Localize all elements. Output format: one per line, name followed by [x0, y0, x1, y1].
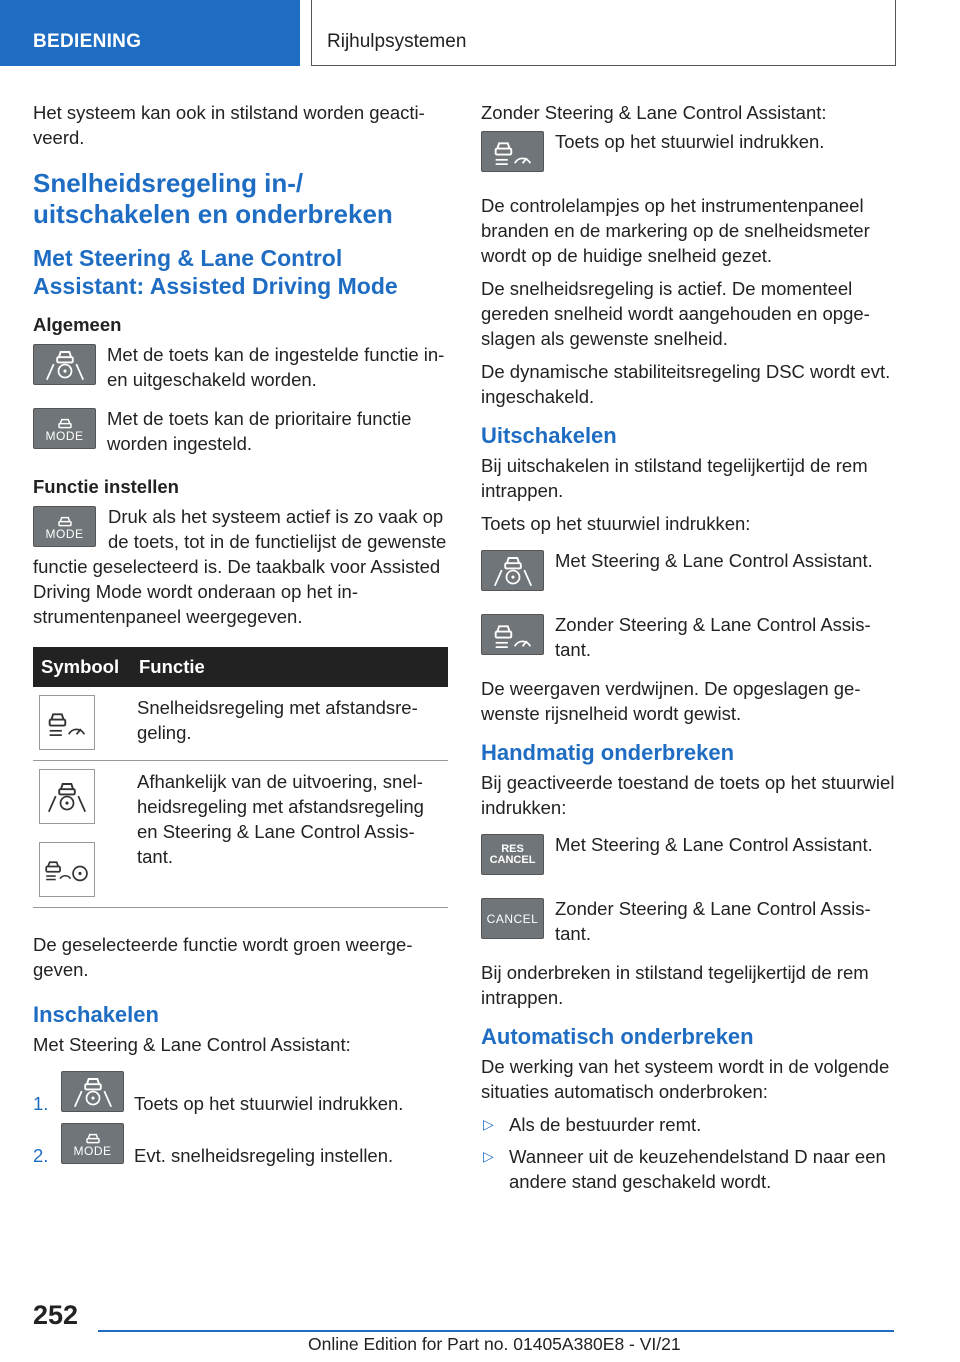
paragraph: De weergaven verdwijnen. De opgeslagen gewenste rijsnelheid wordt gewist.: [481, 678, 861, 724]
sub-heading: Met Steering & Lane Control Assistant: Assisted Driving Mode: [33, 245, 398, 299]
footer-divider: [98, 1330, 894, 1332]
mode-button-label: MODE: [45, 428, 84, 443]
intro-paragraph: Het systeem kan ook in stilstand worden geactiveerd.: [33, 102, 425, 148]
list-item: [481, 1144, 897, 1194]
mode-button-icon: [61, 1123, 124, 1164]
res-label: RES: [501, 842, 524, 855]
handmatig-item-cancel: [481, 896, 897, 946]
symbol-table: [33, 647, 448, 908]
mode-button-label: MODE: [73, 1143, 112, 1158]
list-item: [33, 1123, 448, 1165]
uitschakelen-item-acc-text: Zonder Steering & Lane Control Assistant.: [555, 614, 871, 660]
table-header-symbool: Symbool: [33, 647, 131, 687]
chapter-tab: Rijhulpsystemen: [311, 0, 896, 66]
zonder-item-text: Toets op het stuurwiel indrukken.: [555, 131, 825, 152]
automatisch-heading: Automatisch onderbreken: [481, 1024, 754, 1049]
step-text: Toets op het stuurwiel indrukken.: [134, 1093, 404, 1114]
page-header: [0, 0, 960, 66]
inschakelen-heading: Inschakelen: [33, 1002, 159, 1027]
paragraph: Toets op het stuurwiel indrukken:: [481, 513, 751, 534]
bullet-text: Wanneer uit de keuzehendelstand D naar een andere stand geschakeld wordt.: [509, 1146, 886, 1192]
mode-button-label: MODE: [45, 526, 84, 541]
functie-instellen-text: Druk als het systeem actief is zo vaak op de toets, tot in de functielijst de gewenste functie geselecteerd is. De taakbalk voor Assisted Driving Mode wordt onderaan op het instrumentenpaneel weergegeven.: [33, 506, 447, 627]
inschakelen-intro: Met Steering & Lane Control Assistant:: [33, 1034, 351, 1055]
paragraph: De controlelampjes op het instrumentenpaneel branden en de markering op de snelheidsmeter wordt op de huidige snelheid gezet.: [481, 195, 870, 266]
cancel-button-icon: [481, 898, 544, 939]
table-header-functie: Functie: [131, 647, 448, 687]
handmatig-item-cancel-text: Zonder Steering & Lane Control Assistant.: [555, 898, 871, 944]
automatisch-list: [481, 1112, 897, 1194]
page-number: 252: [33, 1300, 79, 1330]
algemeen-item-mode: [33, 406, 448, 456]
res-cancel-button-icon: [481, 834, 544, 875]
handmatig-item-res-cancel-text: Met Steering & Lane Control Assistant.: [555, 834, 873, 855]
after-table-paragraph: De geselecteerde functie wordt groen weergegeven.: [33, 934, 413, 980]
acc-steering-symbol-icon: [39, 842, 95, 897]
handmatig-item-res-cancel: [481, 832, 897, 882]
uitschakelen-item-assist: [481, 548, 897, 598]
handmatig-heading: Handmatig onderbreken: [481, 740, 735, 765]
paragraph: Bij onderbreken in stilstand tegelijkertijd de rem intrappen.: [481, 962, 869, 1008]
table-cell-acc-steering: Afhankelijk van de uitvoering, snelheidsregeling met afstandsregeling en Steering & Lane Control Assistant.: [131, 761, 448, 908]
main-heading: Snelheidsregeling in-/ uitschakelen en onderbreken: [33, 168, 393, 229]
uitschakelen-item-acc: [481, 612, 897, 662]
left-column: [33, 100, 448, 1175]
table-cell-acc: Snelheidsregeling met afstandsregeling.: [131, 687, 448, 761]
cancel-label: CANCEL: [489, 853, 536, 866]
list-item: [33, 1071, 448, 1113]
table-row: [33, 687, 448, 761]
algemeen-item-assist: [33, 342, 448, 392]
algemeen-heading: Algemeen: [33, 314, 122, 335]
triangle-bullet-icon: ▷: [483, 1116, 494, 1132]
paragraph: De snelheidsregeling is actief. De momenteel gereden snelheid wordt aangehouden en opgeslagen als gewenste snelheid.: [481, 278, 870, 349]
list-item: [481, 1112, 897, 1137]
acc-symbol-icon: [39, 695, 95, 750]
zonder-intro: Zonder Steering & Lane Control Assistant:: [481, 102, 827, 123]
right-column: [481, 100, 897, 1201]
mode-button-icon: [33, 408, 96, 449]
uitschakelen-heading: Uitschakelen: [481, 423, 617, 448]
functie-instellen-heading: Functie instellen: [33, 476, 179, 497]
footer-edition: Online Edition for Part no. 01405A380E8 - VI/21: [308, 1334, 681, 1354]
paragraph: De dynamische stabiliteitsregeling DSC wordt evt. ingeschakeld.: [481, 361, 891, 407]
section-tab: BEDIENING: [0, 0, 300, 66]
uitschakelen-item-assist-text: Met Steering & Lane Control Assistant.: [555, 550, 873, 571]
mode-button-icon: [33, 506, 96, 547]
paragraph: De werking van het systeem wordt in de volgende situaties automatisch onderbroken:: [481, 1056, 890, 1102]
acc-button-icon: [481, 131, 544, 172]
table-row: [33, 761, 448, 908]
step-text: Evt. snelheidsregeling instellen.: [134, 1145, 394, 1166]
inschakelen-steps: [33, 1071, 448, 1165]
step-number: 2.: [33, 1145, 49, 1166]
acc-button-icon: [481, 614, 544, 655]
assist-button-icon: [61, 1071, 124, 1112]
bullet-text: Als de bestuurder remt.: [509, 1114, 702, 1135]
zonder-item: [481, 129, 897, 179]
cancel-label: CANCEL: [486, 911, 539, 926]
assist-button-icon: [33, 344, 96, 385]
step-number: 1.: [33, 1093, 49, 1114]
paragraph: Bij uitschakelen in stilstand tegelijkertijd de rem intrappen.: [481, 455, 868, 501]
algemeen-item-assist-text: Met de toets kan de ingestelde functie in- en uitgeschakeld worden.: [107, 344, 445, 390]
paragraph: Bij geactiveerde toestand de toets op het stuurwiel indrukken:: [481, 772, 895, 818]
assist-button-icon: [481, 550, 544, 591]
algemeen-item-mode-text: Met de toets kan de prioritaire functie worden ingesteld.: [107, 408, 412, 454]
lane-assist-symbol-icon: [39, 769, 95, 824]
functie-instellen-item: [33, 504, 448, 629]
triangle-bullet-icon: ▷: [483, 1148, 494, 1164]
